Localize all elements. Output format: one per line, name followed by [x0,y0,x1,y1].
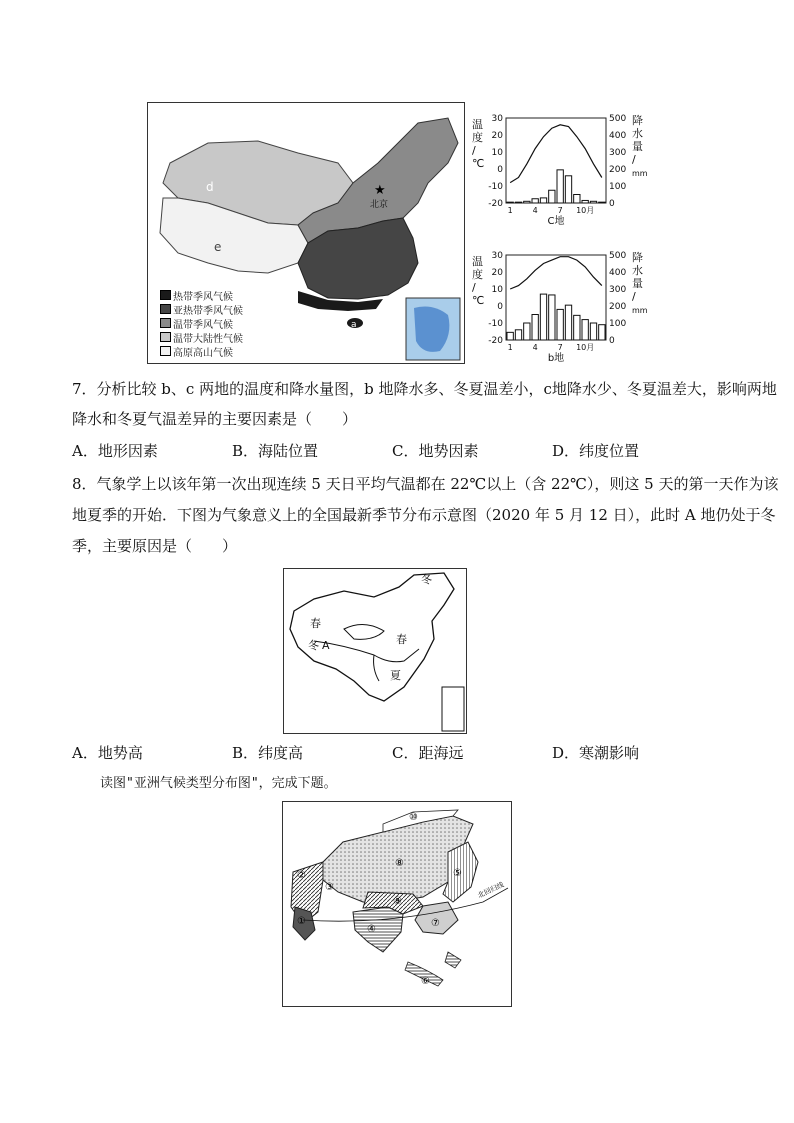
precip-bar [599,202,605,203]
precip-bar [549,190,555,203]
y2-tick-label: 0 [609,199,615,209]
y2-axis-label: 量 [632,277,643,290]
season-distribution-map [283,568,467,734]
precip-bar [574,315,580,340]
y2-axis-label: 量 [632,140,643,153]
region-6: ⑥ [421,976,430,987]
precip-bar [557,309,563,340]
y2-tick-label: 200 [609,165,627,175]
season-label-spring-east: 春 [396,633,407,646]
y-tick-label: 10 [491,285,503,295]
region-label-e: e [214,240,222,254]
y2-tick-label: 100 [609,319,627,329]
precip-bar [599,325,605,340]
q8-option-d[interactable]: D．寒潮影响 [552,744,640,762]
y2-tick-label: 400 [609,268,627,278]
precip-bar [582,200,588,203]
precip-bar [574,195,580,204]
precip-bar [540,198,546,203]
chart-title: C地 [547,216,565,227]
legend-item: 热带季风气候 [160,290,243,304]
precip-bar [565,305,571,340]
q7-option-b[interactable]: B．海陆位置 [232,442,319,460]
region-8: ⑧ [395,858,404,869]
y-axis-label: / [472,281,476,294]
y2-tick-label: 200 [609,302,627,312]
y2-tick-label: 500 [609,251,627,261]
y-tick-label: 0 [497,165,503,175]
region-7: ⑦ [431,918,440,929]
precip-bar [549,295,555,340]
x-tick-label: 10月 [576,343,595,352]
question-8-line1: 8．气象学上以该年第一次出现连续 5 天日平均气温都在 22℃以上（含 22℃），则这 5 天的第一天作为该 [72,475,779,493]
q8-option-a[interactable]: A．地势高 [72,744,143,762]
y2-tick-label: 400 [609,131,627,141]
x-tick-label: 7 [557,343,563,352]
climate-chart-c [466,103,646,228]
precip-bar [524,201,530,203]
point-a-label: A [322,639,330,652]
x-tick-label: 1 [507,206,513,215]
y2-tick-label: 100 [609,182,627,192]
y-tick-label: 0 [497,302,503,312]
y2-axis-label: / [632,290,636,303]
q8-option-c[interactable]: C．距海远 [392,744,464,762]
precip-bar [532,199,538,203]
x-tick-label: 7 [557,206,563,215]
precip-bar [524,323,530,340]
temperature-line [510,257,602,289]
y2-axis-label: 水 [632,264,643,277]
legend-item: 温带大陆性气候 [160,332,243,346]
precip-bar [582,320,588,340]
asia-climate-map [282,801,512,1007]
question-8-line2: 地夏季的开始．下图为气象意义上的全国最新季节分布示意图（2020 年 5 月 12 日），此时 A 地仍处于冬 [72,506,776,524]
y-tick-label: -10 [488,182,503,192]
y2-tick-label: 500 [609,114,627,124]
y2-axis-label: 水 [632,127,643,140]
precip-bar [565,176,571,203]
y-tick-label: 30 [491,114,503,124]
question-7-line1: 7．分析比较 b、c 两地的温度和降水量图，b 地降水多、冬夏温差小，c地降水少、冬夏温差大，影响两地 [72,380,777,398]
x-tick-label: 10月 [576,206,595,215]
y-tick-label: 20 [491,131,503,141]
region-1: ① [297,916,306,927]
y-tick-label: 20 [491,268,503,278]
y2-axis-label: 降 [632,251,643,264]
region-10: ⑩ [409,812,418,823]
y2-tick-label: 0 [609,336,615,346]
precip-bar [557,170,563,203]
season-label-winter-ne: 冬 [421,573,432,586]
climate-chart-b [466,240,646,365]
y2-axis-label: mm [632,169,648,178]
y-tick-label: -10 [488,319,503,329]
region-4: ④ [367,924,376,935]
beijing-label: 北京 [370,200,389,210]
y-axis-label: 温 [472,118,483,131]
y2-axis-label: / [632,153,636,166]
y-axis-label: 温 [472,255,483,268]
x-tick-label: 1 [507,343,513,352]
map-legend [160,290,243,360]
precip-bar [532,315,538,341]
season-label-winter-a: 冬 [308,639,319,652]
y-axis-label: ℃ [472,294,485,307]
y-axis-label: 度 [472,268,483,281]
y-tick-label: 10 [491,148,503,158]
q8-option-b[interactable]: B．纬度高 [232,744,304,762]
legend-item: 高原高山气候 [160,346,243,360]
y-axis-label: ℃ [472,157,485,170]
precip-bar [540,294,546,340]
region-3: ③ [325,882,334,893]
y2-axis-label: 降 [632,114,643,127]
precip-bar [507,332,513,340]
y-axis-label: / [472,144,476,157]
precip-bar [515,330,521,340]
legend-item: 亚热带季风气候 [160,304,243,318]
region-label-a: a [351,320,357,330]
region-2: ② [297,870,306,881]
precip-bar [590,201,596,203]
precip-bar [507,202,513,203]
china-climate-map [147,102,465,364]
region-5: ⑤ [453,868,462,879]
asia-map-intro: 读图"亚洲气候类型分布图"，完成下题。 [100,776,337,791]
region-label-d: d [206,180,214,194]
y-tick-label: -20 [488,199,503,209]
q7-option-c[interactable]: C．地势因素 [392,442,479,460]
y-tick-label: -20 [488,336,503,346]
q7-option-d[interactable]: D．纬度位置 [552,442,640,460]
temperature-line [510,125,602,183]
star-icon: ★ [374,183,386,198]
y2-tick-label: 300 [609,148,627,158]
y-axis-label: 度 [472,131,483,144]
question-7-line2: 降水和冬夏气温差异的主要因素是（ ） [72,410,358,428]
question-8-line3: 季，主要原因是（ ） [72,537,238,555]
legend-item: 温带季风气候 [160,318,243,332]
season-label-summer: 夏 [390,669,401,682]
season-label-spring-west: 春 [310,617,321,630]
chart-title: b地 [547,353,565,364]
y-tick-label: 30 [491,251,503,261]
y2-axis-label: mm [632,306,648,315]
tropic-label: 北回归线 [476,880,506,900]
region-9: ⑨ [393,896,402,907]
x-tick-label: 4 [532,206,538,215]
precip-bar [590,323,596,340]
x-tick-label: 4 [532,343,538,352]
q7-option-a[interactable]: A．地形因素 [72,442,158,460]
precip-bar [515,202,521,203]
y2-tick-label: 300 [609,285,627,295]
